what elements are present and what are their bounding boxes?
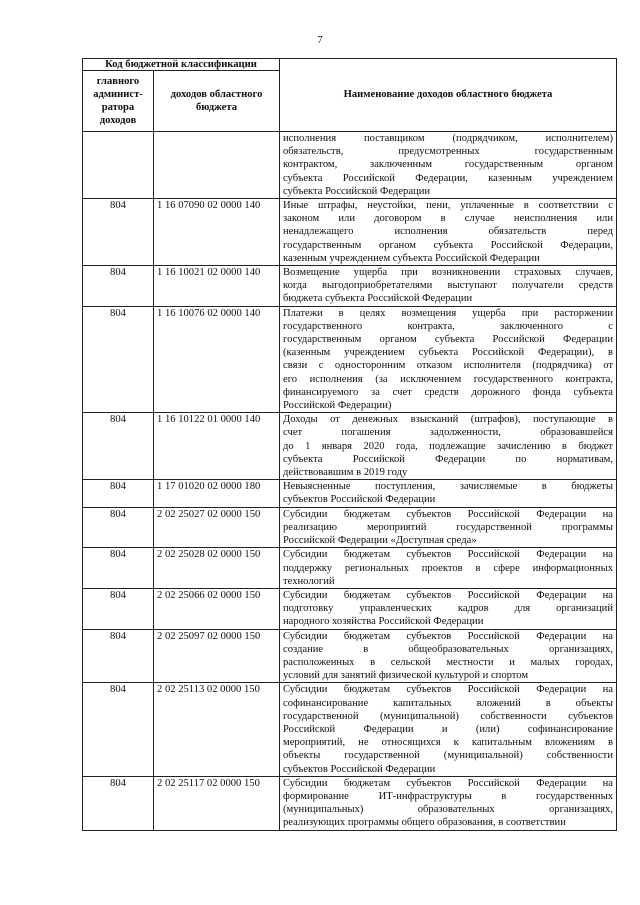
revenue-name-line: технологий bbox=[283, 575, 335, 587]
revenue-name-line: создание в общеобразовательных организациях, bbox=[283, 643, 613, 655]
revenue-code-cell bbox=[154, 132, 280, 199]
revenue-name-line: мероприятий, не относящихся к капитальным вложениям в bbox=[283, 737, 613, 749]
admin-code-cell bbox=[83, 132, 154, 199]
table-row bbox=[83, 132, 617, 199]
revenue-name-cell bbox=[280, 776, 617, 830]
revenue-name-line: казенным учреждением субъекта Российской Федерации bbox=[283, 252, 540, 264]
revenue-code-cell: 2 02 25117 02 0000 150 bbox=[154, 776, 280, 830]
revenue-name-line: Возмещение ущерба при возникновении страховых случаев, bbox=[283, 267, 613, 279]
table-row bbox=[83, 480, 617, 507]
revenue-code-cell: 1 17 01020 02 0000 180 bbox=[154, 480, 280, 507]
revenue-name-cell bbox=[280, 588, 617, 629]
revenue-name-line: Невыясненные поступления, зачисляемые в бюджеты bbox=[283, 481, 613, 493]
revenue-name-line: Российской Федерации и (или) софинансирование bbox=[283, 723, 613, 735]
revenue-name-cell bbox=[280, 548, 617, 589]
revenue-name-line: до 1 января 2020 года, подлежащие зачислению в бюджет bbox=[283, 440, 613, 452]
revenue-name-line: государственным органом субъекта Российской Федерации bbox=[283, 334, 613, 346]
revenue-name-line: условий для занятий физической культурой и спортом bbox=[283, 670, 529, 682]
revenue-name-cell bbox=[280, 199, 617, 266]
revenue-name-line: законом или договором в случае неисполнения или bbox=[283, 213, 613, 225]
revenue-name-line: счет погашения задолженности, образовавшейся bbox=[283, 427, 613, 439]
revenue-name-line: Субсидии бюджетам субъектов Российской Федерации на bbox=[283, 589, 613, 601]
revenue-name-line: софинансирование капитальных вложений в объекты bbox=[283, 697, 613, 709]
revenue-code-cell: 1 16 10122 01 0000 140 bbox=[154, 413, 280, 480]
revenue-name-line: действовавшим в 2019 году bbox=[283, 467, 408, 479]
header-revenue-name: Наименование доходов областного бюджета bbox=[280, 59, 617, 132]
revenue-name-line: государственным органом субъекта Российской Федерации, bbox=[283, 239, 613, 251]
revenue-name-line: объекты государственной (муниципальной) собственности bbox=[283, 750, 613, 762]
revenue-name-line: реализующих программы общего образования, в соответствии bbox=[283, 817, 566, 829]
table-row bbox=[83, 199, 617, 266]
revenue-name-line: субъекта Российской Федерации по нормативам, bbox=[283, 453, 613, 465]
revenue-code-cell: 2 02 25113 02 0000 150 bbox=[154, 683, 280, 776]
revenue-name-line: поддержку региональных проектов в сфере информационных bbox=[283, 562, 613, 574]
revenue-name-cell bbox=[280, 507, 617, 548]
admin-code-cell: 804 bbox=[83, 413, 154, 480]
revenue-name-line: Доходы от денежных взысканий (штрафов), поступающие в bbox=[283, 414, 613, 426]
revenue-name-line: Субсидии бюджетам субъектов Российской Федерации на bbox=[283, 630, 613, 642]
revenue-name-line: Иные штрафы, неустойки, пени, уплаченные в соответствии с bbox=[283, 200, 613, 212]
table-row bbox=[83, 306, 617, 413]
revenue-name-line: Субсидии бюджетам субъектов Российской Федерации на bbox=[283, 684, 613, 696]
revenue-name-cell bbox=[280, 413, 617, 480]
admin-code-cell: 804 bbox=[83, 507, 154, 548]
revenue-name-line: народного хозяйства Российской Федерации bbox=[283, 616, 484, 628]
revenue-name-line: его исполнения (за исключением государственного контракта, bbox=[283, 373, 613, 385]
revenue-name-line: (казенным учреждением субъекта Российской Федерации), в bbox=[283, 347, 613, 359]
revenue-name-cell bbox=[280, 306, 617, 413]
revenue-name-line: контрактом, заключенным государственным органом bbox=[283, 159, 613, 171]
admin-code-cell: 804 bbox=[83, 776, 154, 830]
header-admin-code: главного админист-ратора доходов bbox=[83, 71, 154, 132]
revenue-name-line: когда выгодоприобретателями выступают получатели средств bbox=[283, 280, 613, 292]
revenue-name-cell bbox=[280, 480, 617, 507]
table-row bbox=[83, 413, 617, 480]
revenue-name-line: реализацию мероприятий государственной программы bbox=[283, 521, 613, 533]
revenue-name-line: бюджета субъекта Российской Федерации bbox=[283, 293, 473, 305]
admin-code-cell: 804 bbox=[83, 306, 154, 413]
revenue-code-cell: 2 02 25028 02 0000 150 bbox=[154, 548, 280, 589]
revenue-name-cell bbox=[280, 629, 617, 683]
admin-code-cell: 804 bbox=[83, 480, 154, 507]
admin-code-cell: 804 bbox=[83, 588, 154, 629]
revenue-name-line: обязательств, предусмотренных государственным bbox=[283, 146, 613, 158]
revenue-name-line: финансируемого за счет средств дорожного фонда субъекта bbox=[283, 386, 613, 398]
revenue-name-line: ненадлежащего исполнения обязательств перед bbox=[283, 226, 613, 238]
admin-code-cell: 804 bbox=[83, 629, 154, 683]
revenue-code-cell: 1 16 10021 02 0000 140 bbox=[154, 266, 280, 307]
revenue-name-line: формирование ИТ-инфраструктуры в государственных bbox=[283, 790, 613, 802]
revenue-name-line: государственной (муниципальной) собственности субъектов bbox=[283, 710, 613, 722]
revenue-code-cell: 2 02 25027 02 0000 150 bbox=[154, 507, 280, 548]
table-row bbox=[83, 548, 617, 589]
revenue-name-line: Российской Федерации) bbox=[283, 400, 392, 412]
table-row bbox=[83, 266, 617, 307]
page-number: 7 bbox=[317, 34, 323, 46]
admin-code-cell: 804 bbox=[83, 548, 154, 589]
revenue-name-cell bbox=[280, 683, 617, 776]
header-revenue-code: доходов областного бюджета bbox=[154, 71, 280, 132]
revenue-name-line: субъектов Российской Федерации bbox=[283, 763, 436, 775]
revenue-name-line: субъекта Российской Федерации, казенным учреждением bbox=[283, 172, 613, 184]
admin-code-cell: 804 bbox=[83, 266, 154, 307]
revenue-name-line: Субсидии бюджетам субъектов Российской Федерации на bbox=[283, 549, 613, 561]
revenue-name-line: Платежи в целях возмещения ущерба при расторжении bbox=[283, 307, 613, 319]
table-row bbox=[83, 683, 617, 776]
revenue-name-line: Субсидии бюджетам субъектов Российской Федерации на bbox=[283, 508, 613, 520]
admin-code-cell: 804 bbox=[83, 683, 154, 776]
revenue-name-cell bbox=[280, 266, 617, 307]
revenue-name-line: исполнения поставщиком (подрядчиком, исполнителем) bbox=[283, 133, 613, 144]
revenue-name-line: Российской Федерации «Доступная среда» bbox=[283, 535, 477, 547]
admin-code-cell: 804 bbox=[83, 199, 154, 266]
table-row bbox=[83, 629, 617, 683]
revenue-name-line: связи с односторонним отказом исполнителя (подрядчика) от bbox=[283, 360, 613, 372]
table-row bbox=[83, 507, 617, 548]
revenue-name-line: Субсидии бюджетам субъектов Российской Федерации на bbox=[283, 777, 613, 789]
header-budget-code-group: Код бюджетной классификации bbox=[83, 59, 280, 71]
revenue-name-cell bbox=[280, 132, 617, 199]
revenue-name-line: подготовку управленческих кадров для организаций bbox=[283, 603, 613, 615]
revenue-code-cell: 1 16 07090 02 0000 140 bbox=[154, 199, 280, 266]
table-row bbox=[83, 776, 617, 830]
table-row bbox=[83, 588, 617, 629]
revenue-name-line: субъектов Российской Федерации bbox=[283, 494, 436, 506]
budget-classification-table bbox=[82, 58, 617, 831]
revenue-code-cell: 1 16 10076 02 0000 140 bbox=[154, 306, 280, 413]
revenue-name-line: субъекта Российской Федерации bbox=[283, 185, 431, 197]
revenue-code-cell: 2 02 25097 02 0000 150 bbox=[154, 629, 280, 683]
revenue-code-cell: 2 02 25066 02 0000 150 bbox=[154, 588, 280, 629]
table-body bbox=[83, 132, 617, 831]
revenue-name-line: расположенных в сельской местности и малых городах, bbox=[283, 656, 613, 668]
revenue-name-line: государственного контракта, заключенного с bbox=[283, 320, 613, 332]
revenue-name-line: (муниципальных) образовательных организациях, bbox=[283, 804, 613, 816]
